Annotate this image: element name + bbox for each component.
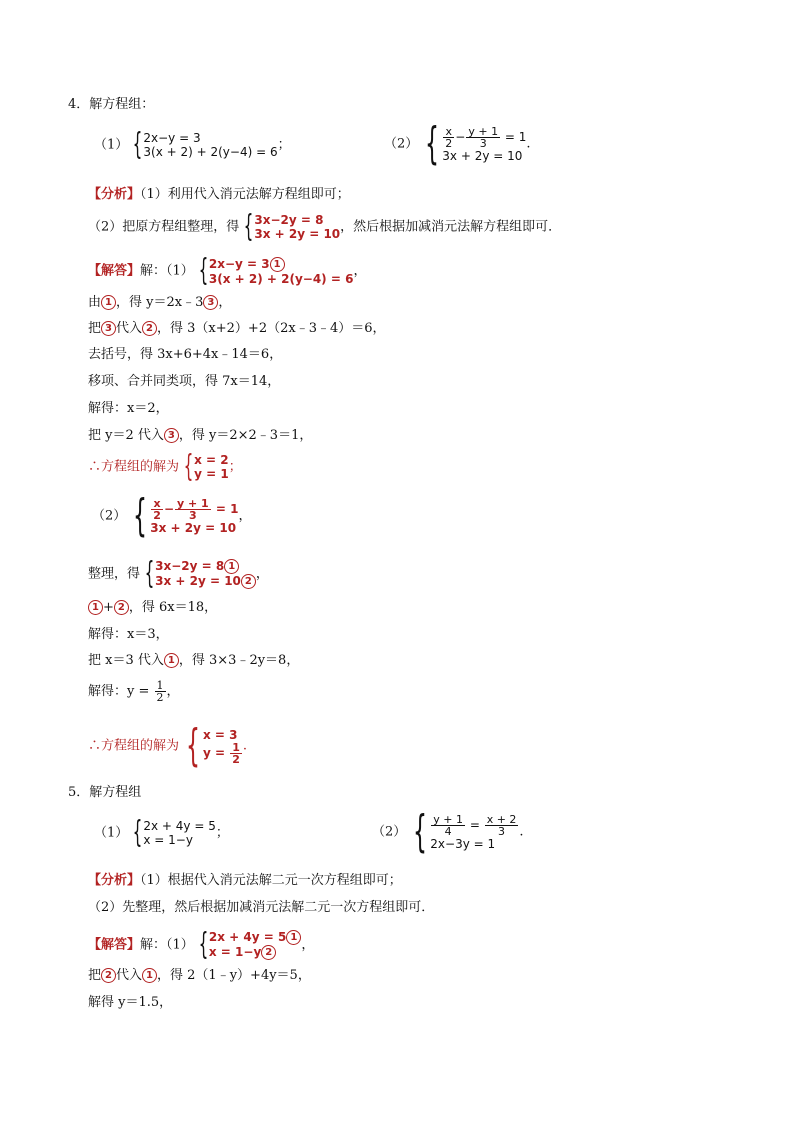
step-line: 把 x＝3 代入 1 ，得 3×3﹣2y＝8，	[88, 653, 300, 668]
analysis-system: 3x−2y = 8 3x + 2y = 10	[254, 213, 341, 241]
circled-two: 2	[261, 945, 276, 960]
q4-p2-system	[442, 126, 526, 163]
step-line: 解得：x＝2，	[88, 401, 169, 416]
solution-system: 2x−y = 3 1 3(x + 2) + 2(y−4) = 6	[208, 256, 354, 286]
step-line: 把 3 代入 2 ，得 3（x+2）+2（2x﹣3﹣4）＝6，	[88, 321, 386, 336]
step-line: 解得：y = $\frac{1}{2}$ ，	[88, 679, 180, 704]
circled-one: 1	[101, 295, 116, 310]
tidy-system: 3x−2y = 8 1 3x + 2y = 10 2	[155, 559, 256, 589]
circled-two: 2	[101, 968, 116, 983]
brace-icon: {	[133, 127, 143, 162]
q4-analysis-1	[88, 186, 350, 204]
brace-icon: {	[198, 253, 209, 288]
brace-icon: {	[198, 927, 209, 962]
analysis-text: ，然后根据加减消元法解方程组即可．	[340, 219, 562, 235]
step-line: 由 1 ，得 y＝2x﹣3 3 ，	[88, 295, 232, 310]
q4-analysis-2	[88, 209, 562, 244]
step-line: 把 2 代入 1 ，得 2（1﹣y）+4y＝5，	[88, 968, 311, 983]
circled-one: 1	[164, 653, 179, 668]
equation: 2x−y = 3	[143, 131, 201, 145]
brace-icon: {	[186, 720, 201, 771]
q4-problem-1	[94, 127, 291, 162]
step-line: 把 y＝2 代入 3 ，得 y＝2×2﹣3＝1，	[88, 428, 313, 443]
circled-two: 2	[142, 321, 157, 336]
circled-three: 3	[101, 321, 116, 336]
equation: 3(x + 2) + 2(y−4) = 6	[143, 145, 278, 159]
circled-one: 1	[270, 257, 285, 272]
brace-icon: {	[133, 815, 143, 850]
q5-analysis-2: （2）先整理，然后根据加减消元法解二元一次方程组即可．	[88, 900, 435, 915]
conclusion-system: x = 3 y = $\frac{1}{2}$	[203, 727, 240, 766]
conclusion-system: x = 2 y = 1	[194, 453, 229, 481]
step-line: 解得：x＝3，	[88, 627, 169, 642]
equation: 3x + 2y = 10	[442, 148, 523, 163]
solution-text: 解：（1）	[140, 263, 194, 279]
step-line: 解得 y＝1.5，	[88, 995, 173, 1010]
q4-tidy: 整理，得 { 3x−2y = 8 1 3x + 2y = 10 2 ，	[88, 556, 269, 591]
circled-two: 2	[114, 600, 129, 615]
equation: $\frac{x}{2}$ − $\frac{y + 1}{3}$ = 1	[445, 124, 527, 150]
punct: ；	[277, 137, 291, 153]
step-line: 移项、合并同类项，得 7x＝14，	[88, 374, 281, 389]
brace-icon: {	[144, 556, 155, 591]
q5-solution-1: 【解答】解：（1） { 2x + 4y = 5 1 x = 1−y 2 ，	[88, 927, 315, 962]
q4-p2-label: （2）	[384, 136, 419, 152]
circled-three: 3	[203, 295, 218, 310]
brace-icon: {	[413, 806, 428, 857]
q5-problem-1: （1） { 2x + 4y = 5 x = 1−y ；	[94, 815, 229, 850]
q4-problem-2	[384, 118, 531, 169]
solution-system: 2x + 4y = 5 1 x = 1−y 2	[209, 930, 301, 960]
q5-analysis-1: 【分析】（1）根据代入消元法解二元一次方程组即可；	[88, 873, 402, 888]
q5-p1-system: 2x + 4y = 5 x = 1−y	[143, 819, 216, 847]
circled-three: 3	[164, 428, 179, 443]
brace-icon: {	[183, 449, 194, 484]
circled-one: 1	[224, 559, 239, 574]
circled-two: 2	[241, 574, 256, 589]
q5-title: 5．解方程组	[68, 785, 142, 800]
brace-icon: {	[425, 118, 440, 169]
q5-problem-2: （2） { $\frac{y + 1}{4}$ = $\frac{x + 2}{3}$ 2x−3y = 1 .	[372, 806, 524, 857]
q4-conclusion-1: ∴方程组的解为 { x = 2 y = 1 ；	[88, 449, 242, 484]
circled-one: 1	[142, 968, 157, 983]
q4-conclusion-2: ∴方程组的解为 { x = 3 y = $\frac{1}{2}$ .	[88, 720, 248, 771]
analysis-text: （2）把原方程组整理，得	[88, 219, 240, 235]
analysis-text: （1）利用代入消元法解方程组即可；	[140, 187, 350, 202]
q4-p1-system	[143, 131, 277, 159]
analysis-tag: 【分析】	[88, 873, 141, 888]
solution-system: $\frac{x}{2}$ − $\frac{y + 1}{3}$ = 1 3x + 2y = 10	[150, 496, 239, 535]
q5-p2-system: $\frac{y + 1}{4}$ = $\frac{x + 2}{3}$ 2x−3y = 1	[430, 812, 517, 851]
brace-icon: {	[244, 209, 254, 244]
step-line: 1 + 2 ，得 6x＝18，	[88, 599, 217, 617]
brace-icon: {	[133, 490, 148, 541]
solution-tag: 【解答】	[88, 263, 141, 279]
solution-tag: 【解答】	[88, 937, 141, 953]
q4-p1-label: （1）	[94, 137, 129, 153]
q4-title: 4．解方程组：	[68, 97, 155, 112]
circled-one: 1	[286, 930, 301, 945]
q4-solution-1: 【解答】解：（1） { 2x−y = 3 1 3(x + 2) + 2(y−4) = 6 ，	[88, 253, 367, 288]
q4-solution-2: （2） { $\frac{x}{2}$ − $\frac{y + 1}{3}$ = 1 3x + 2y = 10 ，	[92, 490, 252, 541]
punct: .	[526, 136, 531, 152]
circled-one: 1	[88, 600, 103, 615]
step-line: 去括号，得 3x+6+4x﹣14＝6，	[88, 347, 283, 362]
analysis-tag: 【分析】	[88, 187, 141, 202]
